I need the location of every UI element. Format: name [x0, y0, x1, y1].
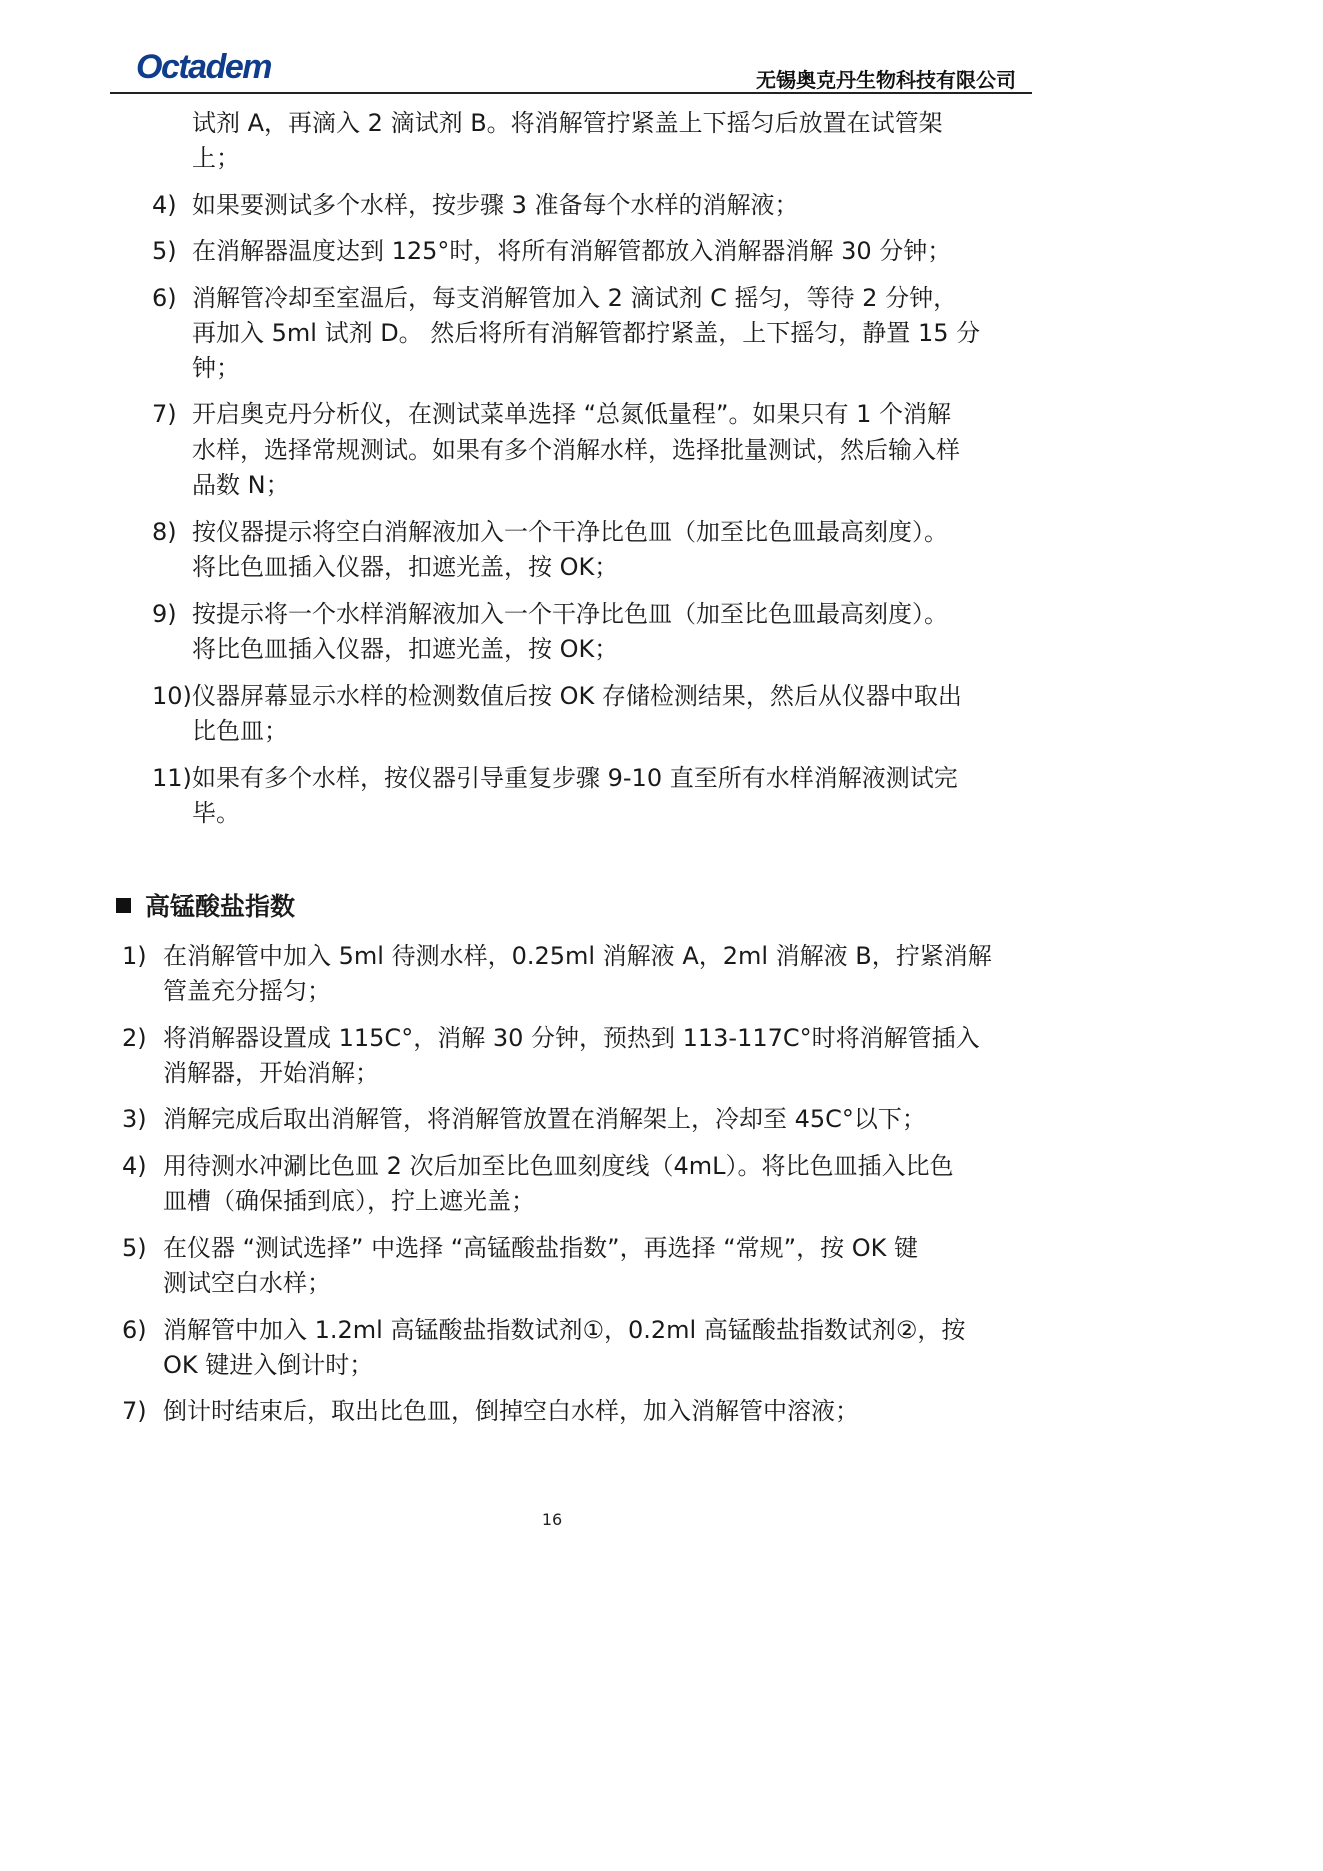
- step-text: 将比色皿插入仪器，扣遮光盖，按 OK；: [192, 553, 619, 581]
- step-text: 再加入 5ml 试剂 D。 然后将所有消解管都拧紧盖，上下摇匀，静置 15 分: [192, 319, 981, 347]
- continued-line-2: 上；: [192, 144, 240, 172]
- step-text: OK 键进入倒计时；: [163, 1351, 374, 1379]
- step-text: 品数 N；: [192, 471, 290, 499]
- step-text: 倒计时结束后，取出比色皿，倒掉空白水样，加入消解管中溶液；: [163, 1397, 859, 1425]
- step-text: 按仪器提示将空白消解液加入一个干净比色皿（加至比色皿最高刻度）。: [192, 518, 948, 546]
- step-number: 4): [122, 1152, 147, 1180]
- step-number: 3): [122, 1105, 147, 1133]
- step-text: 消解器，开始消解；: [163, 1059, 379, 1087]
- step-text: 在消解管中加入 5ml 待测水样，0.25ml 消解液 A，2ml 消解液 B，拧紧消解: [163, 942, 992, 970]
- page-number: 16: [541, 1510, 563, 1529]
- step-text: 消解管冷却至室温后，每支消解管加入 2 滴试剂 C 摇匀，等待 2 分钟，: [192, 284, 958, 312]
- step-number: 6): [122, 1316, 147, 1344]
- company-logo: Octadem: [136, 48, 271, 86]
- step-number: 7): [122, 1397, 147, 1425]
- header-divider: [110, 92, 1032, 94]
- step-text: 消解完成后取出消解管，将消解管放置在消解架上，冷却至 45C°以下；: [163, 1105, 926, 1133]
- step-number: 4): [152, 191, 177, 219]
- step-text: 水样，选择常规测试。如果有多个消解水样，选择批量测试，然后输入样: [192, 436, 960, 464]
- step-text: 仪器屏幕显示水样的检测数值后按 OK 存储检测结果，然后从仪器中取出: [192, 682, 962, 710]
- step-number: 8): [152, 518, 177, 546]
- step-text: 按提示将一个水样消解液加入一个干净比色皿（加至比色皿最高刻度）。: [192, 600, 948, 628]
- step-number: 2): [122, 1024, 147, 1052]
- step-text: 开启奥克丹分析仪，在测试菜单选择 “总氮低量程”。如果只有 1 个消解: [192, 400, 952, 428]
- step-text: 毕。: [192, 799, 240, 827]
- step-text: 如果要测试多个水样，按步骤 3 准备每个水样的消解液；: [192, 191, 799, 219]
- section-title: 高锰酸盐指数: [145, 892, 296, 921]
- step-number: 6): [152, 284, 177, 312]
- step-number: 9): [152, 600, 177, 628]
- step-number: 7): [152, 400, 177, 428]
- step-text: 如果有多个水样，按仪器引导重复步骤 9-10 直至所有水样消解液测试完: [192, 764, 958, 792]
- step-number: 5): [152, 237, 177, 265]
- step-text: 钟；: [192, 354, 240, 382]
- company-name: 无锡奥克丹生物科技有限公司: [756, 68, 1016, 92]
- step-number: 1): [122, 942, 147, 970]
- continued-line-1: 试剂 A，再滴入 2 滴试剂 B。将消解管拧紧盖上下摇匀后放置在试管架: [192, 109, 943, 137]
- step-number: 10): [152, 682, 192, 710]
- step-number: 11): [152, 764, 192, 792]
- step-text: 将比色皿插入仪器，扣遮光盖，按 OK；: [192, 635, 619, 663]
- step-number: 5): [122, 1234, 147, 1262]
- step-text: 皿槽（确保插到底），拧上遮光盖；: [163, 1187, 535, 1215]
- step-text: 比色皿；: [192, 717, 288, 745]
- step-text: 将消解器设置成 115C°，消解 30 分钟，预热到 113-117C°时将消解管插入: [163, 1024, 980, 1052]
- step-text: 用待测水冲涮比色皿 2 次后加至比色皿刻度线（4mL）。将比色皿插入比色: [163, 1152, 954, 1180]
- step-text: 在消解器温度达到 125°时，将所有消解管都放入消解器消解 30 分钟；: [192, 237, 952, 265]
- step-text: 测试空白水样；: [163, 1269, 331, 1297]
- section-heading: [116, 892, 295, 922]
- square-bullet-icon: [116, 898, 131, 913]
- step-text: 管盖充分摇匀；: [163, 977, 331, 1005]
- step-text: 消解管中加入 1.2ml 高锰酸盐指数试剂①，0.2ml 高锰酸盐指数试剂②，按: [163, 1316, 966, 1344]
- step-text: 在仪器 “测试选择” 中选择 “高锰酸盐指数”，再选择 “常规”，按 OK 键: [163, 1234, 919, 1262]
